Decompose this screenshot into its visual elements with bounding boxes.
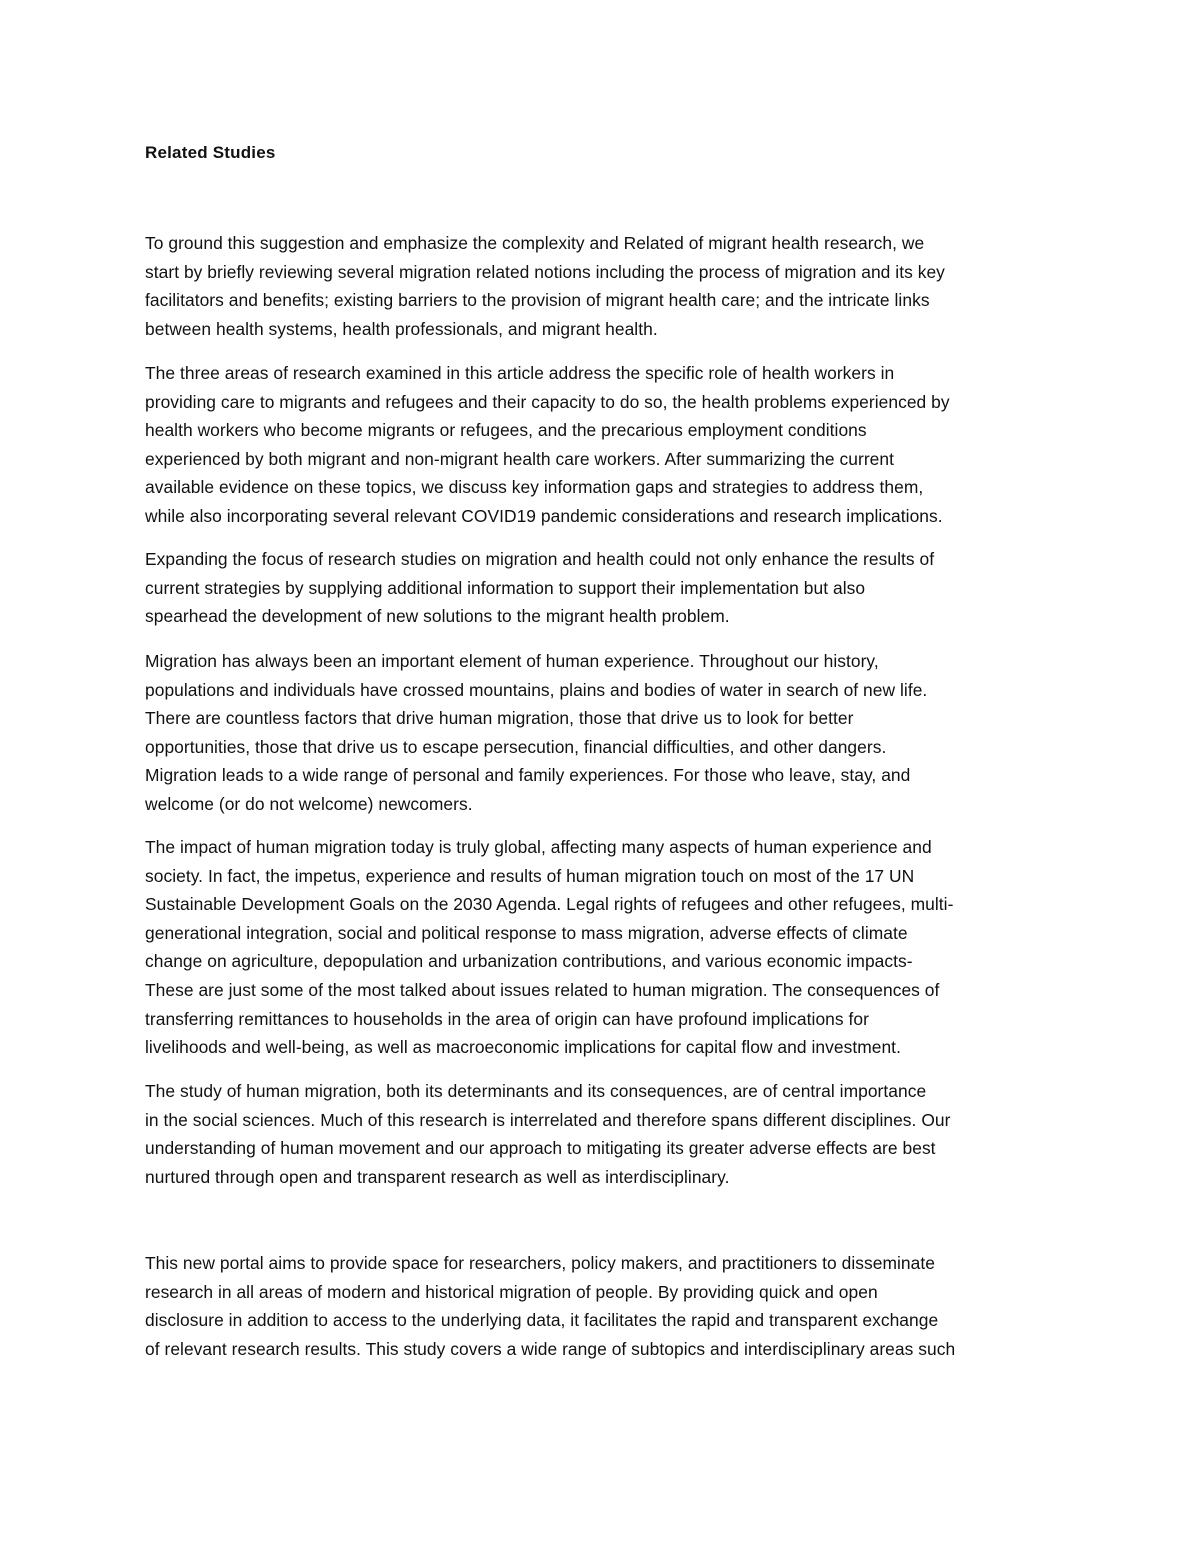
text-line: populations and individuals have crossed mountains, plains and bodies of water in search of new life.: [145, 679, 928, 700]
text-line: nurtured through open and transparent research as well as interdisciplinary.: [145, 1166, 730, 1187]
text-line: Sustainable Development Goals on the 2030 Agenda. Legal rights of refugees and other refugees, multi-: [145, 894, 954, 915]
text-line: Migration has always been an important element of human experience. Throughout our history,: [145, 651, 879, 671]
text-line: of relevant research results. This study covers a wide range of subtopics and interdisciplinary areas such: [145, 1338, 956, 1359]
text-line: There are countless factors that drive human migration, those that drive us to look for better: [145, 708, 854, 729]
text-line: research in all areas of modern and historical migration of people. By providing quick and open: [145, 1281, 878, 1302]
text-line: welcome (or do not welcome) newcomers.: [145, 793, 473, 814]
text-line: while also incorporating several relevant COVID19 pandemic considerations and research implications.: [145, 505, 943, 526]
text-line: generational integration, social and political response to mass migration, adverse effects of climate: [145, 922, 908, 943]
text-line: providing care to migrants and refugees and their capacity to do so, the health problems experienced by: [145, 391, 950, 412]
paragraph-2: [145, 359, 1060, 531]
text-line: spearhead the development of new solutions to the migrant health problem.: [145, 606, 730, 627]
text-line: The three areas of research examined in this article address the specific role of health workers in: [145, 363, 895, 383]
text-line: These are just some of the most talked about issues related to human migration. The consequences of: [145, 979, 940, 1000]
text-line: current strategies by supplying additional information to support their implementation but also: [145, 577, 866, 598]
paragraph-3: [145, 545, 1060, 631]
text-line: available evidence on these topics, we discuss key information gaps and strategies to address them,: [145, 477, 924, 498]
paragraph-4: [145, 647, 1060, 819]
text-line: disclosure in addition to access to the underlying data, it facilitates the rapid and transparent exchange: [145, 1310, 939, 1331]
text-line: livelihoods and well-being, as well as macroeconomic implications for capital flow and investment.: [145, 1037, 901, 1058]
text-line: opportunities, those that drive us to escape persecution, financial difficulties, and other dangers.: [145, 736, 887, 757]
text-line: The impact of human migration today is truly global, affecting many aspects of human experience and: [145, 837, 932, 857]
paragraph-1: [145, 229, 1060, 343]
text-line: understanding of human movement and our approach to mitigating its greater adverse effects are best: [145, 1138, 936, 1159]
text-line: start by briefly reviewing several migration related notions including the process of migration and its key: [145, 261, 945, 282]
text-line: The study of human migration, both its determinants and its consequences, are of central importance: [145, 1081, 927, 1101]
paragraph-7: [145, 1249, 1060, 1363]
text-line: society. In fact, the impetus, experience and results of human migration touch on most of the 17 UN: [145, 865, 915, 886]
text-line: in the social sciences. Much of this research is interrelated and therefore spans different disciplines. Our: [145, 1109, 951, 1130]
text-line: Expanding the focus of research studies on migration and health could not only enhance the results of: [145, 549, 935, 569]
text-line: To ground this suggestion and emphasize the complexity and Related of migrant health research, we: [145, 233, 925, 253]
text-line: experienced by both migrant and non-migrant health care workers. After summarizing the current: [145, 448, 894, 469]
text-line: This new portal aims to provide space for researchers, policy makers, and practitioners to disseminate: [145, 1253, 935, 1273]
text-line: between health systems, health professionals, and migrant health.: [145, 318, 658, 339]
text-line: health workers who become migrants or refugees, and the precarious employment conditions: [145, 420, 867, 441]
text-line: change on agriculture, depopulation and urbanization contributions, and various economic impacts-: [145, 951, 913, 972]
text-line: facilitators and benefits; existing barriers to the provision of migrant health care; and the intricate links: [145, 290, 930, 311]
paragraph-6: [145, 1077, 1060, 1191]
text-line: Migration leads to a wide range of personal and family experiences. For those who leave, stay, and: [145, 765, 911, 786]
page-title: Related Studies: [145, 143, 276, 162]
text-line: transferring remittances to households in the area of origin can have profound implications for: [145, 1008, 869, 1029]
paragraph-5: [145, 833, 1060, 1062]
